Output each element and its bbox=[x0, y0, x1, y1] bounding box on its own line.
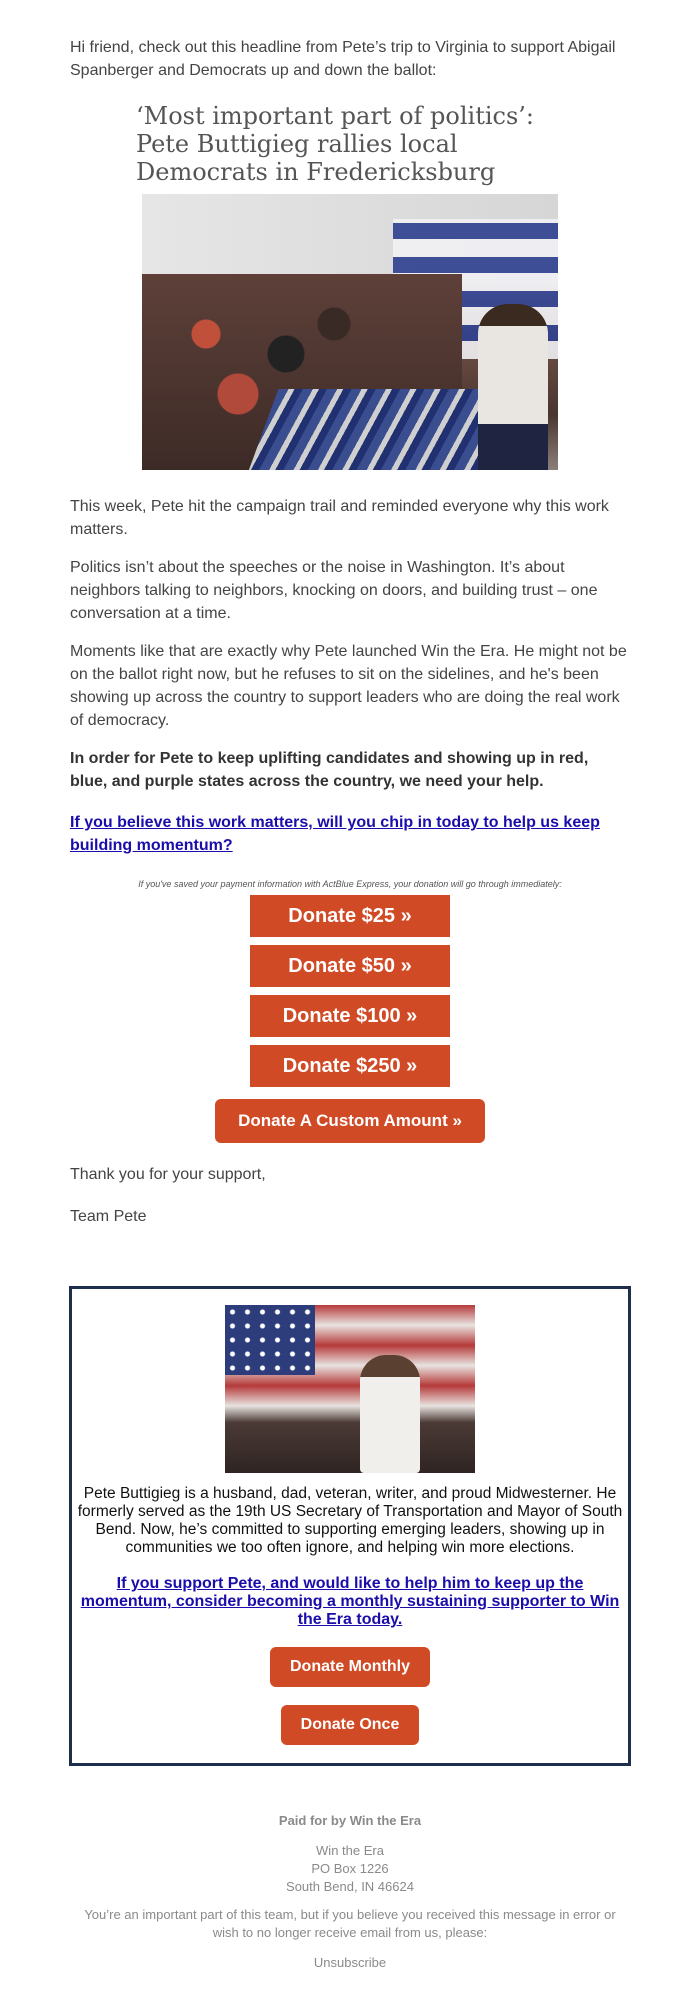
intro-text: Hi friend, check out this headline from Pete’s trip to Virginia to support Abigail Spanberger and Democrats up and down the ballot: bbox=[70, 39, 616, 79]
bio-text: Pete Buttigieg is a husband, dad, veteran, writer, and proud Midwesterner. He formerly served as the 19th US Secretary of Transportation and Mayor of South Bend. Now, he’s committed to supporting emerging leaders, showing up in communities we too often ignore, and helping win more elections. bbox=[77, 1485, 623, 1556]
donate-100-button[interactable]: Donate $100 » bbox=[250, 995, 450, 1037]
monthly-supporter-link[interactable]: If you support Pete, and would like to help him to keep up the momentum, consider becoming a monthly sustaining supporter to Win the Era today. bbox=[80, 1575, 620, 1628]
unsubscribe-link[interactable]: Unsubscribe bbox=[313, 1955, 387, 1970]
email-body bbox=[70, 0, 630, 1228]
photo-pete bbox=[360, 1355, 420, 1473]
body-paragraph-3: Moments like that are exactly why Pete launched Win the Era. He might not be on the ballot right now, but he refuses to sit on the sidelines, and he's been showing up across the country to support leaders who are doing the real work of democracy. bbox=[70, 643, 627, 729]
actblue-express-note: If you've saved your payment information with ActBlue Express, your donation will go through immediately: bbox=[138, 879, 562, 889]
bold-appeal: In order for Pete to keep uplifting candidates and showing up in red, blue, and purple states across the country, we need your help. bbox=[70, 750, 589, 790]
article-photo[interactable] bbox=[142, 194, 558, 470]
address-city: South Bend, IN 46624 bbox=[286, 1879, 414, 1894]
bio-box bbox=[69, 1286, 631, 1766]
signoff-text: Thank you for your support, bbox=[70, 1166, 266, 1183]
photo-speaker bbox=[478, 304, 548, 470]
paid-for-text: Paid for by Win the Era bbox=[278, 1813, 422, 1828]
address-org: Win the Era bbox=[316, 1843, 384, 1858]
body-paragraph-2: Politics isn’t about the speeches or the noise in Washington. It’s about neighbors talking to neighbors, knocking on doors, and building trust – one conversation at a time. bbox=[70, 559, 598, 622]
flag-canton bbox=[225, 1305, 315, 1375]
address-po-box: PO Box 1226 bbox=[311, 1861, 389, 1876]
donate-once-button[interactable]: Donate Once bbox=[281, 1705, 419, 1745]
body-paragraph-1: This week, Pete hit the campaign trail and reminded everyone why this work matters. bbox=[70, 498, 609, 538]
article-headline[interactable]: ‘Most important part of politics’: Pete Buttigieg rallies local Democrats in Fredericksburg bbox=[136, 102, 534, 186]
donate-monthly-button[interactable]: Donate Monthly bbox=[270, 1647, 430, 1687]
donate-25-button[interactable]: Donate $25 » bbox=[250, 895, 450, 937]
signature-text: Team Pete bbox=[70, 1208, 147, 1225]
bio-photo[interactable] bbox=[225, 1305, 475, 1473]
donate-50-button[interactable]: Donate $50 » bbox=[250, 945, 450, 987]
unsubscribe-message: You’re an important part of this team, but if you believe you received this message in error or wish to no longer receive email from us, please: bbox=[84, 1907, 616, 1940]
donate-250-button[interactable]: Donate $250 » bbox=[250, 1045, 450, 1087]
photo-table bbox=[246, 389, 509, 470]
footer bbox=[0, 1812, 700, 1972]
donate-custom-button[interactable]: Donate A Custom Amount » bbox=[215, 1099, 485, 1143]
chip-in-link[interactable]: If you believe this work matters, will you chip in today to help us keep building momentum? bbox=[70, 814, 600, 854]
